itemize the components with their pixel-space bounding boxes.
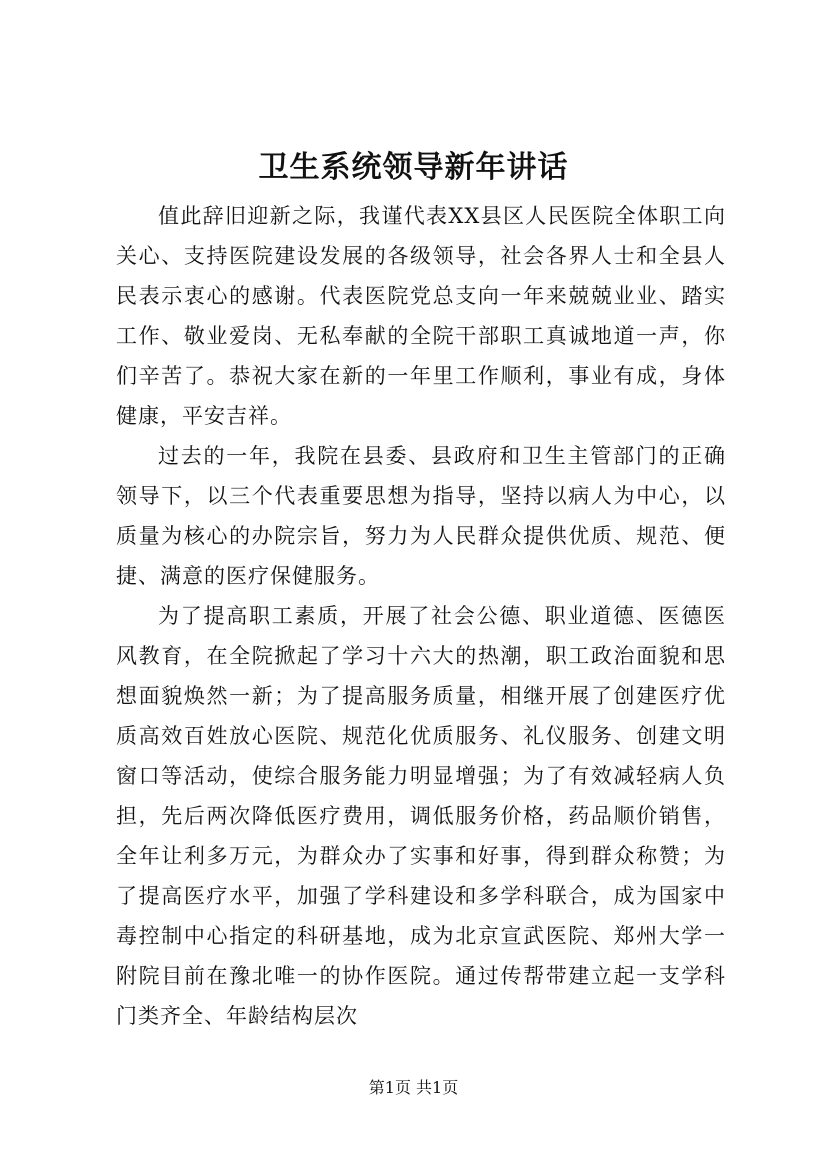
paragraph-review: 过去的一年，我院在县委、县政府和卫生主管部门的正确领导下，以三个代表重要思想为指导，坚持以病人为中心，以质量为核心的办院宗旨，努力为人民群众提供优质、规范、便捷、满意的医疗保健服务。 bbox=[116, 444, 726, 588]
page-footer: 第1页 共1页 bbox=[368, 1078, 459, 1097]
document-title: 卫生系统领导新年讲话 bbox=[258, 150, 569, 185]
document-body bbox=[116, 196, 726, 1036]
paragraph-greeting: 值此辞旧迎新之际，我谨代表XX县区人民医院全体职工向关心、支持医院建设发展的各级领导，社会各界人士和全县人民表示衷心的感谢。代表医院党总支向一年来兢兢业业、踏实工作、敬业爱岗、无私奉献的全院干部职工真诚地道一声，你们辛苦了。恭祝大家在新的一年里工作顺利，事业有成，身体健康，平安吉祥。 bbox=[116, 204, 726, 428]
paragraph-achievements: 为了提高职工素质，开展了社会公德、职业道德、医德医风教育，在全院掀起了学习十六大的热潮，职工政治面貌和思想面貌焕然一新；为了提高服务质量，相继开展了创建医疗优质高效百姓放心医院、规范化优质服务、礼仪服务、创建文明窗口等活动，使综合服务能力明显增强；为了有效减轻病人负担，先后两次降低医疗费用，调低服务价格，药品顺价销售，全年让利多万元，为群众办了实事和好事，得到群众称赞；为了提高医疗水平，加强了学科建设和多学科联合，成为国家中毒控制中心指定的科研基地，成为北京宣武医院、郑州大学一附院目前在豫北唯一的协作医院。通过传帮带建立起一支学科门类齐全、年龄结构层次 bbox=[116, 604, 726, 1028]
